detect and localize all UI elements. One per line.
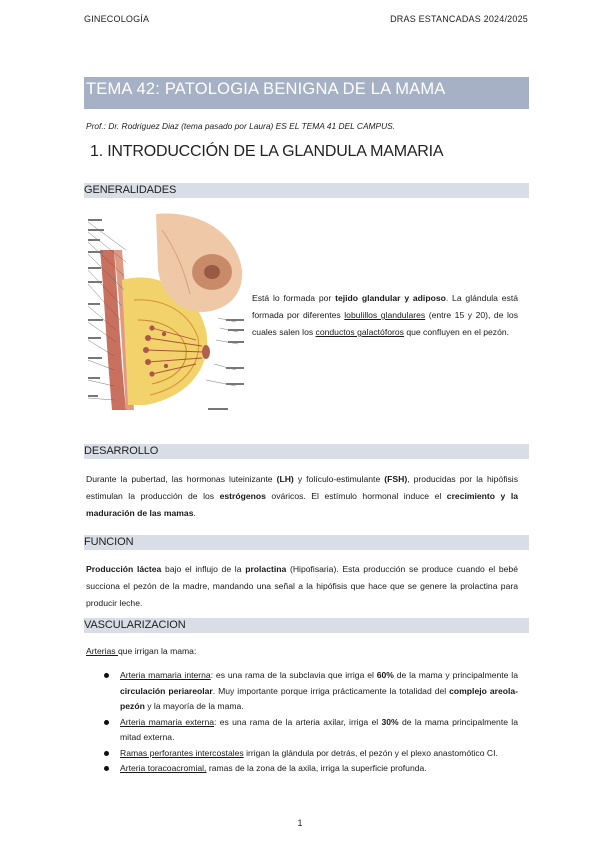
section-title-vascularizacion: VASCULARIZACION <box>84 619 186 631</box>
vascularizacion-intro: Arterias que irrigan la mama: <box>86 646 197 656</box>
underlined-term: conductos galactóforos <box>315 327 404 337</box>
section-bar-generalidades <box>84 183 529 198</box>
section-title-funcion: FUNCION <box>84 536 134 548</box>
header-left: GINECOLOGÍA <box>84 14 150 24</box>
list-item: Ramas perforantes intercostales irrigan la glándula por detrás, el pezón y el plexo anastomótico CI. <box>104 746 518 762</box>
section-bar-vascularizacion <box>84 618 529 633</box>
list-item: Arteria mamaria externa: es una rama de la arteria axilar, irriga el 30% de la mama principalmente la mitad externa. <box>104 715 518 746</box>
funcion-paragraph: Producción láctea bajo el influjo de la prolactina (Hipofisaria). Esta producción se produce cuando el bebé succiona el pezón de la madre, mandando una señal a la hipófisis que hace que se genere la prolactina para producir leche. <box>86 564 518 608</box>
arteries-list <box>104 668 518 777</box>
page-title: TEMA 42: PATOLOGIA BENIGNA DE LA MAMA <box>86 80 446 98</box>
list-item: Arteria toracoacromial, ramas de la zona de la axila, irriga la superficie profunda. <box>104 761 518 777</box>
header-right: DRAS ESTANCADAS 2024/2025 <box>390 14 528 24</box>
page-number: 1 <box>297 818 303 828</box>
section-bar-desarrollo <box>84 444 529 459</box>
bold-term: tejido glandular y adiposo <box>335 293 446 303</box>
title-bar <box>84 77 529 109</box>
section-title-generalidades: GENERALIDADES <box>84 184 177 196</box>
section-bar-funcion <box>84 535 529 550</box>
professor-note: Prof.: Dr. Rodriguez Diaz (tema pasado por Laura) ES EL TEMA 41 DEL CAMPUS. <box>86 121 396 131</box>
underlined-term: lobulillos glandulares <box>344 310 426 320</box>
section-title-desarrollo: DESARROLLO <box>84 445 159 457</box>
list-item: Arteria mamaria interna: es una rama de la subclavia que irriga el 60% de la mama y principalmente la circulación periareolar. Muy importante porque irriga prácticamente la totalidad del complejo areola-pezón y la mayoría de la mama. <box>104 668 518 715</box>
generalidades-paragraph: Está lo formada por tejido glandular y adiposo. La glándula está formada por diferentes lobulillos glandulares (entre 15 y 20), de los cuales salen los conductos galactóforos que confluyen en el pezón. <box>252 293 518 337</box>
desarrollo-paragraph: Durante la pubertad, las hormonas luteinizante (LH) y folículo-estimulante (FSH), producidas por la hipófisis estimulan la producción de los estrógenos ováricos. El estímulo hormonal induce el crecimiento y la maduración de las mamas. <box>86 474 519 518</box>
section-heading-intro: 1. INTRODUCCIÓN DE LA GLANDULA MAMARIA <box>90 143 444 160</box>
breast-anatomy-illustration <box>86 210 246 415</box>
